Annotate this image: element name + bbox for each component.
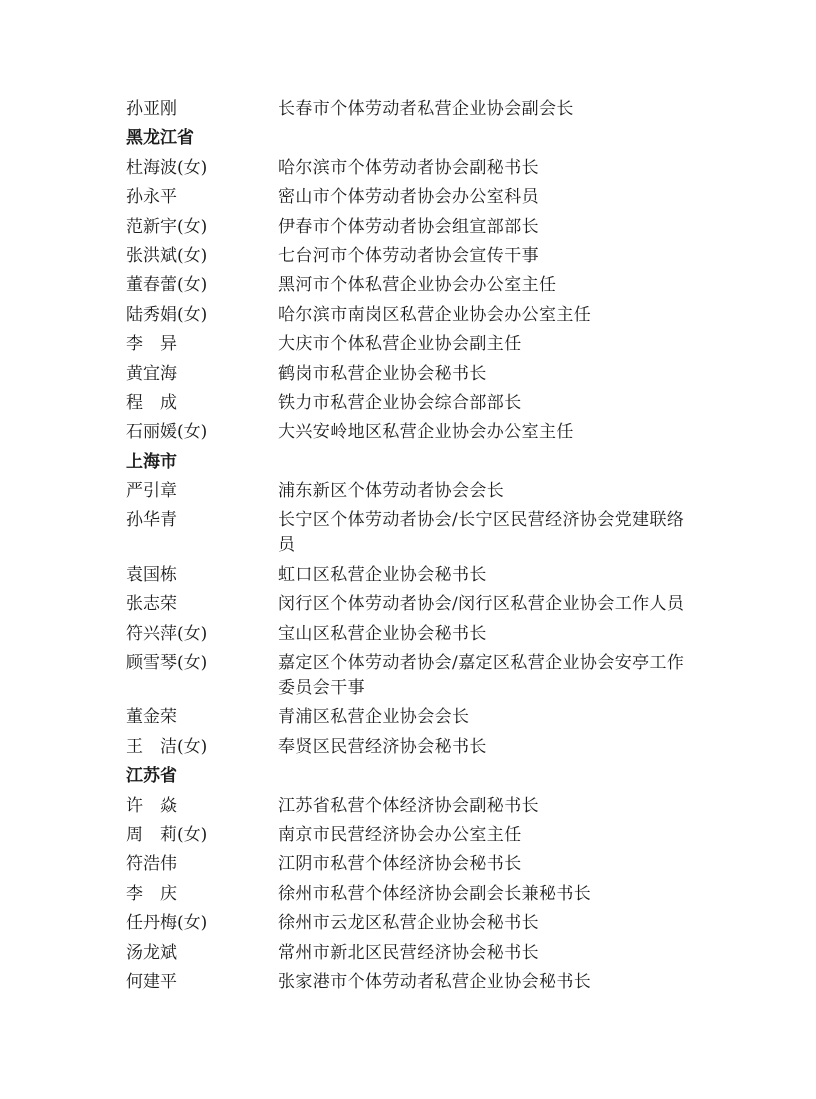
member-role: 张家港市个体劳动者私营企业协会秘书长	[278, 971, 592, 992]
member-role: 宝山区私营企业协会秘书长	[278, 623, 487, 644]
member-name: 周 莉(女)	[126, 824, 208, 845]
member-row	[126, 970, 696, 995]
member-row	[126, 391, 696, 416]
member-row	[126, 479, 696, 504]
member-row	[126, 273, 696, 298]
member-role: 徐州市私营个体经济协会副会长兼秘书长	[278, 883, 592, 904]
member-name: 杜海波(女)	[126, 157, 208, 178]
member-row	[126, 215, 696, 240]
member-role: 铁力市私营企业协会综合部部长	[278, 392, 522, 413]
member-name: 李 庆	[126, 883, 177, 904]
member-role: 南京市民营经济协会办公室主任	[278, 824, 522, 845]
member-row	[126, 622, 696, 647]
member-row	[126, 592, 696, 617]
member-row	[126, 508, 696, 558]
member-name: 张洪斌(女)	[126, 245, 208, 266]
member-role: 虹口区私营企业协会秘书长	[278, 564, 487, 585]
member-row	[126, 332, 696, 357]
member-name: 袁国栋	[126, 564, 177, 585]
member-name: 李 异	[126, 334, 177, 355]
member-name: 符兴萍(女)	[126, 623, 208, 644]
province-heading: 上海市	[126, 451, 177, 472]
member-row	[126, 651, 696, 701]
member-name: 黄宜海	[126, 363, 177, 384]
member-row	[126, 794, 696, 819]
member-role: 江苏省私营个体经济协会副秘书长	[278, 795, 539, 816]
member-row	[126, 941, 696, 966]
member-row	[126, 882, 696, 907]
member-name: 陆秀娟(女)	[126, 304, 208, 325]
member-role: 嘉定区个体劳动者协会/嘉定区私营企业协会安亭工作委员会干事	[278, 653, 685, 699]
member-name: 符浩伟	[126, 854, 177, 875]
member-role: 密山市个体劳动者协会办公室科员	[278, 187, 539, 208]
member-role: 江阴市私营个体经济协会秘书长	[278, 854, 522, 875]
member-row	[126, 420, 696, 445]
province-heading: 江苏省	[126, 766, 177, 787]
member-row	[126, 735, 696, 760]
member-row	[126, 911, 696, 936]
member-name: 张志荣	[126, 594, 177, 615]
member-role: 黑河市个体私营企业协会办公室主任	[278, 275, 557, 296]
member-name: 孙亚刚	[126, 99, 177, 119]
member-row	[126, 185, 696, 210]
member-role: 长宁区个体劳动者协会/长宁区民营经济协会党建联络员	[278, 510, 685, 556]
member-name: 程 成	[126, 392, 177, 413]
province-heading: 黑龙江省	[126, 128, 194, 149]
member-name: 许 焱	[126, 795, 177, 816]
member-name: 石丽媛(女)	[126, 422, 208, 443]
member-role: 徐州市云龙区私营企业协会秘书长	[278, 913, 539, 934]
member-name: 严引章	[126, 481, 177, 502]
member-row	[126, 563, 696, 588]
member-name: 何建平	[126, 971, 177, 992]
member-name: 任丹梅(女)	[126, 913, 208, 934]
member-name: 董春蕾(女)	[126, 275, 208, 296]
member-role: 哈尔滨市个体劳动者协会副秘书长	[278, 157, 539, 178]
member-role: 浦东新区个体劳动者协会会长	[278, 481, 505, 502]
member-name: 孙永平	[126, 187, 177, 208]
member-row	[126, 244, 696, 269]
member-name: 董金荣	[126, 707, 177, 728]
member-role: 长春市个体劳动者私营企业协会副会长	[278, 99, 574, 119]
member-row	[126, 362, 696, 387]
member-name: 顾雪琴(女)	[126, 653, 208, 674]
member-role: 七台河市个体劳动者协会宣传干事	[278, 245, 539, 266]
member-row	[126, 823, 696, 848]
member-role: 大兴安岭地区私营企业协会办公室主任	[278, 422, 574, 443]
member-role: 闵行区个体劳动者协会/闵行区私营企业协会工作人员	[278, 594, 685, 615]
member-row	[126, 156, 696, 181]
member-row	[126, 97, 696, 122]
member-role: 哈尔滨市南岗区私营企业协会办公室主任	[278, 304, 592, 325]
member-name: 孙华青	[126, 510, 177, 531]
member-role: 奉贤区民营经济协会秘书长	[278, 736, 487, 757]
member-role: 伊春市个体劳动者协会组宣部部长	[278, 216, 539, 237]
member-row	[126, 852, 696, 877]
member-role: 鹤岗市私营企业协会秘书长	[278, 363, 487, 384]
member-role: 青浦区私营企业协会会长	[278, 707, 470, 728]
member-name: 王 洁(女)	[126, 736, 208, 757]
member-name: 汤龙斌	[126, 942, 177, 963]
member-list	[126, 97, 696, 999]
member-role: 常州市新北区民营经济协会秘书长	[278, 942, 539, 963]
member-row	[126, 303, 696, 328]
member-row	[126, 705, 696, 730]
member-name: 范新宇(女)	[126, 216, 208, 237]
member-role: 大庆市个体私营企业协会副主任	[278, 334, 522, 355]
